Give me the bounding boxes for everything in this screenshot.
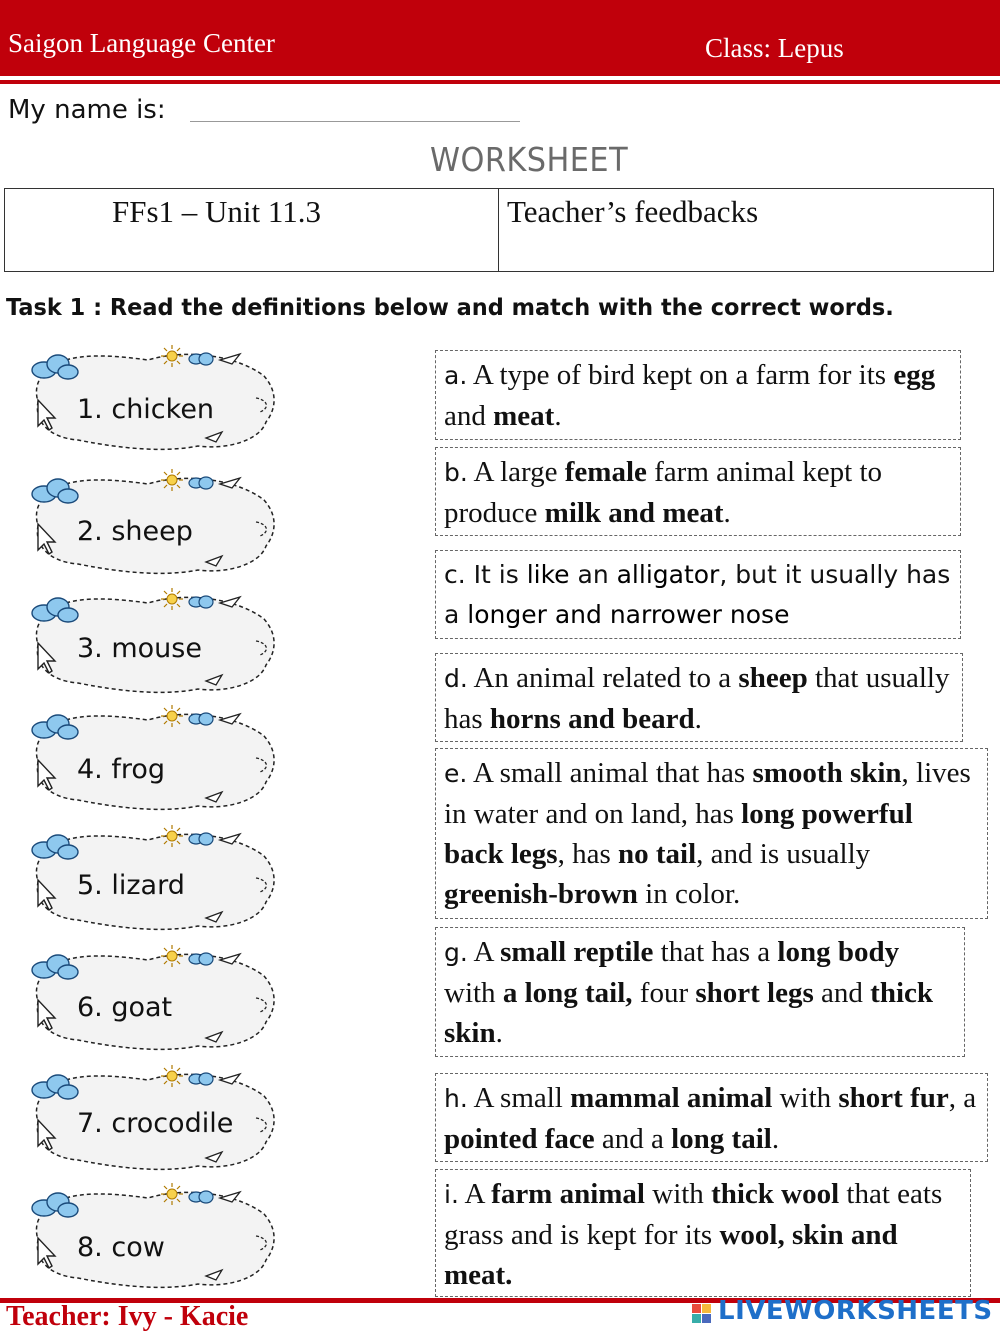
unit-label: FFs1 – Unit 11.3 (112, 194, 322, 229)
sun-icon (161, 825, 183, 847)
small-cloud-icon (189, 953, 213, 965)
small-cloud-icon (189, 1073, 213, 1085)
word-bubble[interactable] (28, 942, 278, 1052)
definition-d[interactable]: d. An animal related to a sheep that usually has horns and beard. (435, 653, 963, 742)
definition-letter: d. (444, 664, 468, 693)
word-label: 6. goat (77, 992, 173, 1023)
definition-i[interactable]: i. A farm animal with thick wool that eats grass and is kept for its wool, skin and meat. (435, 1169, 971, 1297)
definition-letter: a. (444, 361, 468, 390)
word-bubble[interactable] (28, 822, 278, 932)
sun-icon (161, 1183, 183, 1205)
definition-g[interactable]: g. A small reptile that has a long body with a long tail, four short legs and thick skin. (435, 927, 965, 1057)
name-input-line[interactable] (190, 121, 520, 122)
teacher-name: Teacher: Ivy - Kacie (6, 1301, 249, 1332)
small-cloud-icon (189, 713, 213, 725)
definition-e[interactable]: e. A small animal that has smooth skin, lives in water and on land, has long powerful back legs, has no tail, and is usually greenish-brown in color. (435, 748, 988, 919)
name-label: My name is: (8, 95, 166, 125)
definition-a[interactable]: a. A type of bird kept on a farm for its egg and meat. (435, 350, 961, 440)
word-bubble[interactable] (28, 1062, 278, 1172)
word-label: 1. chicken (77, 394, 215, 425)
class-label: Class: Lepus (705, 33, 844, 63)
definition-letter: h. (444, 1084, 468, 1113)
worksheet-title: WORKSHEET (430, 140, 629, 179)
definition-letter: b. (444, 458, 468, 487)
small-cloud-icon (189, 1191, 213, 1203)
sun-icon (161, 469, 183, 491)
sun-icon (161, 1065, 183, 1087)
small-cloud-icon (189, 833, 213, 845)
word-label: 3. mouse (77, 633, 202, 664)
definition-b[interactable]: b. A large female farm animal kept to produce milk and meat. (435, 447, 961, 536)
word-bubble[interactable] (28, 585, 278, 695)
sun-icon (161, 945, 183, 967)
word-label: 5. lizard (77, 870, 185, 901)
small-cloud-icon (189, 596, 213, 608)
word-bubble[interactable] (28, 342, 278, 452)
definition-letter: e. (444, 759, 468, 788)
word-label: 8. cow (77, 1232, 165, 1263)
definition-letter: g. (444, 938, 468, 967)
word-bubble[interactable] (28, 1180, 278, 1290)
sun-icon (161, 705, 183, 727)
word-label: 7. crocodile (77, 1108, 234, 1139)
definition-c[interactable]: c. It is like an alligator, but it usually has a longer and narrower nose (435, 550, 961, 639)
definition-letter: i. (444, 1180, 459, 1209)
word-label: 2. sheep (77, 516, 193, 547)
small-cloud-icon (189, 477, 213, 489)
header-divider (0, 80, 1000, 84)
liveworksheets-logo-text: LIVEWORKSHEETS (718, 1296, 993, 1326)
small-cloud-icon (189, 353, 213, 365)
definition-h[interactable]: h. A small mammal animal with short fur, a pointed face and a long tail. (435, 1073, 988, 1162)
word-bubble[interactable] (28, 702, 278, 812)
feedback-label[interactable]: Teacher’s feedbacks (507, 194, 759, 229)
word-label: 4. frog (77, 754, 166, 785)
task-instruction: Task 1 : Read the definitions below and match with the correct words. (6, 293, 894, 321)
sun-icon (161, 345, 183, 367)
word-bubble[interactable] (28, 466, 278, 576)
center-name: Saigon Language Center (8, 28, 275, 58)
sun-icon (161, 588, 183, 610)
